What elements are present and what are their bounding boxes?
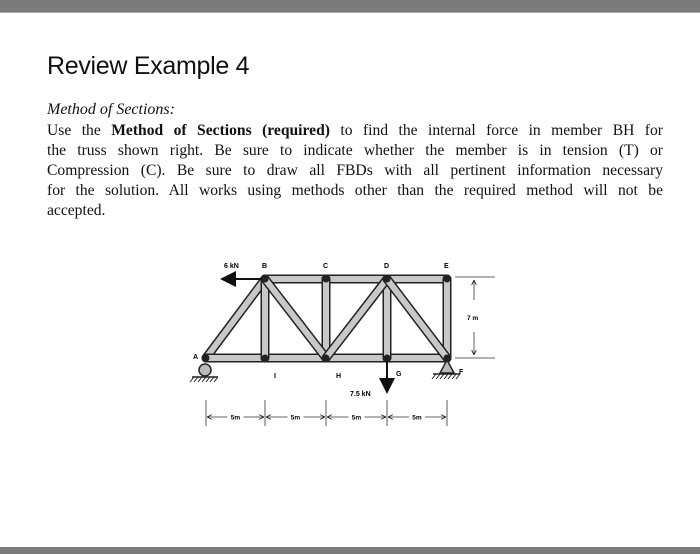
joint-label: F [459, 369, 464, 376]
load-label: 7.5 kN [350, 391, 371, 398]
joint-A [203, 355, 210, 362]
joint-label: E [444, 263, 449, 270]
body-line: the truss shown right. Be sure to indicate whether the member is in tension (T) or [47, 142, 663, 159]
body-line: accepted. [47, 202, 106, 219]
page-title: Review Example 4 [47, 52, 250, 80]
joint-B [262, 276, 269, 283]
joint-label: G [396, 371, 402, 378]
member-HD [326, 279, 387, 358]
body-line: for the solution. All works using methods other than the required method will not be [47, 182, 663, 199]
body-line: Compression (C). Be sure to draw all FBDs with all pertinent information necessary [47, 162, 663, 179]
joint-label: A [193, 354, 199, 361]
span-label: 5m [412, 414, 422, 422]
dimension-label: 7 m [467, 315, 479, 322]
joint-H [323, 355, 330, 362]
joint-G [384, 355, 391, 362]
member-AB [206, 279, 265, 358]
section-subtitle: Method of Sections: [47, 101, 175, 118]
truss-members [206, 279, 447, 358]
joint-label: D [384, 263, 390, 270]
joint-E [444, 276, 451, 283]
joint-label: H [336, 373, 342, 380]
span-label: 5m [351, 414, 362, 422]
span-dimensions [206, 400, 447, 426]
joint-label: B [262, 263, 268, 270]
roller-support-icon [199, 364, 211, 376]
joint-I [262, 355, 269, 362]
body-line: Use the Method of Sections (required) to find the internal force in member BH for [47, 122, 663, 139]
span-label: 5m [230, 414, 241, 422]
span-label: 5m [290, 414, 301, 422]
member-BH [265, 279, 326, 358]
joint-C [323, 276, 330, 283]
bottom-bar [0, 547, 700, 554]
member-DF [387, 279, 447, 358]
load-label: 6 kN [224, 263, 239, 270]
joint-label: I [274, 373, 276, 380]
joint-label: C [323, 263, 329, 270]
joint-D [384, 276, 391, 283]
